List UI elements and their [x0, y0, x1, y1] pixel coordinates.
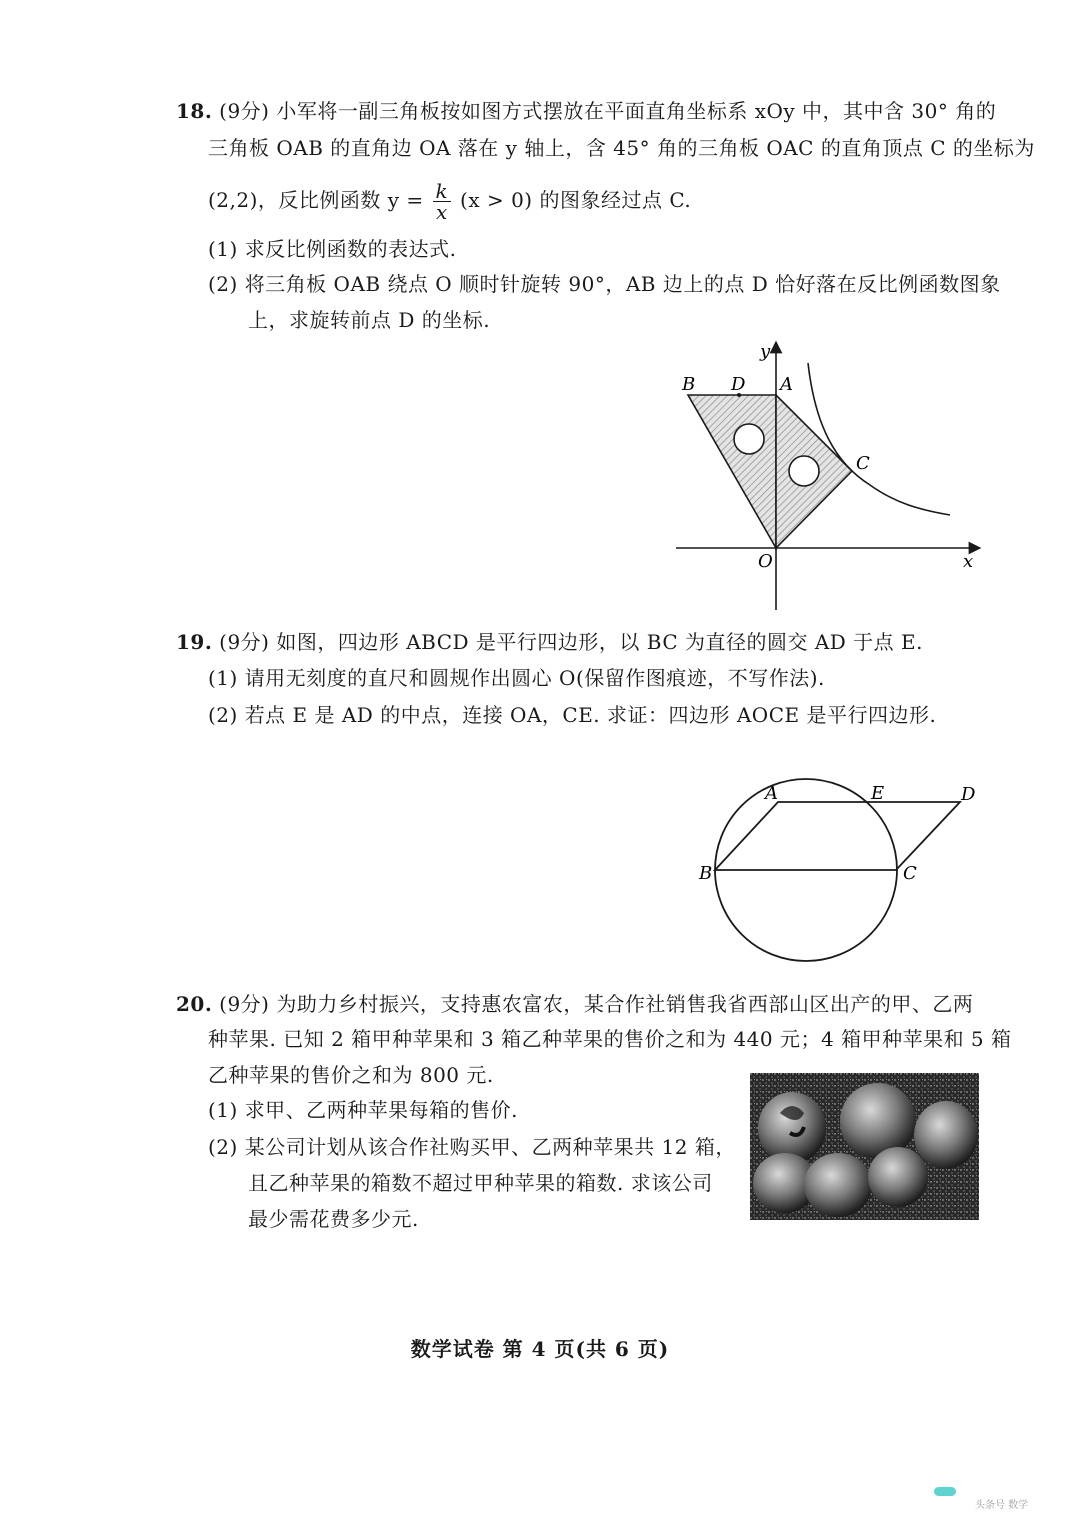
frac-numerator: k [433, 181, 452, 202]
label-A: A [765, 783, 778, 804]
hole-OAC [789, 456, 819, 486]
label-x: x [963, 551, 974, 572]
q18-sub2-line1: (2) 将三角板 OAB 绕点 O 顺时针旋转 90°，AB 边上的点 D 恰好落在反比例函数图象 [208, 272, 1001, 296]
q18-number: 18. [176, 99, 213, 123]
q20-sub2-line1: (2) 某公司计划从该合作社购买甲、乙两种苹果共 12 箱， [208, 1135, 736, 1159]
q18-line1 [176, 97, 996, 125]
parallelogram-ABCD [715, 802, 960, 870]
q20-sub2-line2: 且乙种苹果的箱数不超过甲种苹果的箱数. 求该公司 [248, 1171, 713, 1195]
label-C: C [856, 453, 870, 474]
apples-photo [750, 1073, 979, 1220]
apples-image [750, 1073, 979, 1220]
frac-denominator: x [435, 200, 448, 224]
label-E: E [871, 783, 885, 804]
q20-sub1: (1) 求甲、乙两种苹果每箱的售价. [208, 1098, 519, 1122]
q18-figure [660, 335, 990, 620]
q19-number: 19. [176, 630, 213, 654]
label-A: A [780, 374, 793, 395]
q19-text-1: (9分) 如图，四边形 ABCD 是平行四边形，以 BC 为直径的圆交 AD 于点 E. [219, 630, 924, 654]
q18-sub1: (1) 求反比例函数的表达式. [208, 237, 457, 261]
fraction-k-over-x [433, 181, 452, 222]
label-O: O [758, 551, 773, 572]
q19-figure [695, 775, 985, 965]
q20-text-1: (9分) 为助力乡村振兴，支持惠农富农，某合作社销售我省西部山区出产的甲、乙两 [219, 992, 974, 1016]
q19-line1 [176, 628, 923, 656]
watermark-text: 头条号 数学 [975, 1500, 1029, 1511]
q20-line3: 乙种苹果的售价之和为 800 元. [208, 1063, 494, 1087]
page-footer: 数学试卷 第 4 页(共 6 页) [410, 1337, 670, 1361]
q20-sub2-line3: 最少需花费多少元. [248, 1207, 419, 1231]
q18-line3-pre: (2,2)，反比例函数 y = [208, 188, 424, 212]
label-C: C [903, 863, 917, 884]
q18-line2: 三角板 OAB 的直角边 OA 落在 y 轴上，含 45° 角的三角板 OAC 的直角顶点 C 的坐标为 [208, 136, 1035, 160]
q19-sub2: (2) 若点 E 是 AD 的中点，连接 OA，CE. 求证：四边形 AOCE 是平行四边形. [208, 703, 937, 727]
q19-sub1: (1) 请用无刻度的直尺和圆规作出圆心 O(保留作图痕迹，不写作法). [208, 666, 825, 690]
q20-line2: 种苹果. 已知 2 箱甲种苹果和 3 箱乙种苹果的售价之和为 440 元；4 箱甲种苹果和 5 箱 [208, 1027, 1012, 1051]
hole-OAB [734, 424, 764, 454]
watermark-logo-icon [934, 1487, 956, 1496]
triangle-OAB [688, 395, 776, 548]
q18-text-1: (9分) 小军将一副三角板按如图方式摆放在平面直角坐标系 xOy 中，其中含 30° 角的 [219, 99, 997, 123]
q20-number: 20. [176, 992, 213, 1016]
label-B: B [699, 863, 713, 884]
q18-line3-post: (x > 0) 的图象经过点 C. [460, 188, 692, 212]
q20-line1 [176, 990, 973, 1018]
label-D: D [961, 784, 976, 805]
label-y: y [760, 341, 771, 362]
q18-sub2-line2: 上，求旋转前点 D 的坐标. [248, 308, 491, 332]
label-D: D [731, 374, 746, 395]
label-B: B [682, 374, 696, 395]
q18-line3 [208, 181, 691, 222]
